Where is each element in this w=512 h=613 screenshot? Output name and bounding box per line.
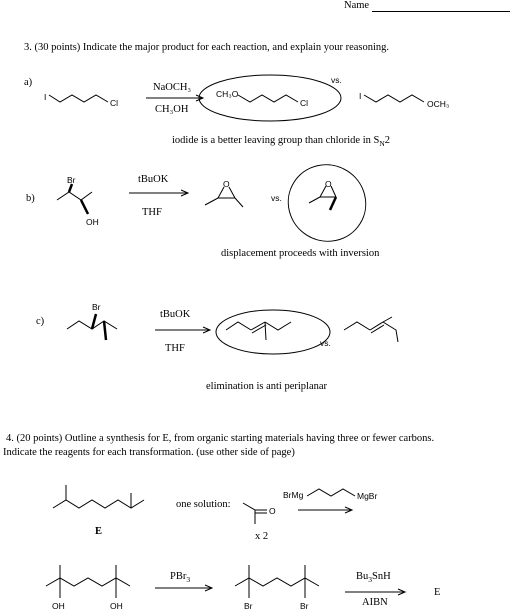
q3c-p2-chain xyxy=(344,322,370,330)
q4-step3-reagent-bottom: AIBN xyxy=(362,597,388,608)
q3c-p2-ethyl xyxy=(383,322,398,342)
q3c-product-circle xyxy=(216,310,330,354)
q4-final-label: E xyxy=(434,587,441,598)
q4-grignard-left: BrMg xyxy=(283,490,304,500)
q3a-p2-och3: OCH₃ xyxy=(427,99,450,109)
q3b-p2-o: O xyxy=(325,179,332,189)
q4-target-chain xyxy=(53,500,144,508)
q3a-p1-chain xyxy=(238,95,298,102)
q3c-reagent-top: tBuOK xyxy=(160,309,191,320)
q3b-p2-methyl-right xyxy=(330,197,336,210)
q3b-reagent-bottom: THF xyxy=(142,207,162,218)
q3b-reagent-top: tBuOK xyxy=(138,174,169,185)
q3a-sm-cl: Cl xyxy=(110,98,119,108)
q3a-reagent-top: NaOCH₃ xyxy=(153,82,192,93)
q3b-p1-o: O xyxy=(223,179,230,189)
q3a-p2-chain xyxy=(364,95,424,102)
q3b-p2-methyl xyxy=(309,197,320,203)
q3b-p1-methyl xyxy=(205,198,218,205)
q3a-p1-och3: CH₃O xyxy=(216,89,239,99)
q3c-sm-br: Br xyxy=(92,302,101,312)
q4-diol-oh2: OH xyxy=(110,601,123,611)
q4-step2-reagent: PBr$_3$ xyxy=(170,571,191,585)
q3a-label: a) xyxy=(24,77,33,88)
q4-dibromide-br1: Br xyxy=(244,601,253,611)
q4-prompt-line2: Indicate the reagents for each transformation. (use other side of page) xyxy=(3,447,295,458)
q3a-p2-i: I xyxy=(359,91,362,101)
q3c-p1-double-a xyxy=(251,322,265,330)
q3b-sm-br: Br xyxy=(67,175,76,185)
q3c-p2-methyl xyxy=(383,317,392,322)
q4-dibromide-chain xyxy=(235,578,319,586)
q3b-br-bond xyxy=(69,184,72,192)
q3b-label: b) xyxy=(26,193,35,204)
name-label: Name xyxy=(344,0,370,11)
q3b-oh-bond xyxy=(81,200,88,214)
q3c-p1-methyl xyxy=(265,322,266,340)
q4-acetone-left xyxy=(243,503,255,510)
q3b-vs: vs. xyxy=(271,193,282,203)
q3b-sm-oh: OH xyxy=(86,217,99,227)
q3-prompt: 3. (30 points) Indicate the major product for each reaction, and explain your reasoning. xyxy=(24,42,390,53)
q3c-p2-double-a xyxy=(370,322,383,330)
q3a-reagent-bottom: CH₃OH xyxy=(155,104,189,115)
q3b-p1-ring-right xyxy=(229,187,235,198)
q3a-p1-cl: Cl xyxy=(300,98,309,108)
q3b-p2-ring-right xyxy=(331,186,336,197)
q3b-reason: displacement proceeds with inversion xyxy=(221,248,380,259)
q4-step3-reagent-top: $Bu_3SnH$ xyxy=(356,571,391,585)
q4-one-solution: one solution: xyxy=(176,499,231,510)
q3c-p2-double-b xyxy=(371,325,384,333)
q4-target-label: E xyxy=(95,526,103,537)
q3c-reason: elimination is anti periplanar xyxy=(206,381,328,392)
q3c-label: c) xyxy=(36,316,45,327)
q4-dibromide-br2: Br xyxy=(300,601,309,611)
q4-diol-chain xyxy=(46,578,130,586)
q3b-p1-methyl-right xyxy=(235,198,243,207)
q3c-vs: vs. xyxy=(320,338,331,348)
q3c-p1-chain xyxy=(226,322,251,330)
q3c-reagent-bottom: THF xyxy=(165,343,185,354)
q4-diol-oh1: OH xyxy=(52,601,65,611)
q3a-sm-chain xyxy=(49,95,108,102)
q4-grignard-right: MgBr xyxy=(357,491,378,501)
q4-times-two: x 2 xyxy=(255,531,269,542)
q4-ketone-o: O xyxy=(269,506,276,516)
q3b-product-circle xyxy=(274,150,380,256)
q3a-vs: vs. xyxy=(331,75,342,85)
q3c-p1-ethyl xyxy=(265,322,291,330)
q4-grignard-chain xyxy=(307,489,355,496)
q3c-p1-double-b xyxy=(252,325,266,333)
q3a-reason: iodide is a better leaving group than chloride in $S_N2$ xyxy=(172,135,390,149)
q4-prompt-line1: 4. (20 points) Outline a synthesis for E, from organic starting materials having three or fewer carbons. xyxy=(6,433,435,444)
q3c-methyl-bond xyxy=(104,321,106,340)
q3b-sm-chain xyxy=(57,192,92,200)
q3a-sm-i: I xyxy=(44,92,47,102)
